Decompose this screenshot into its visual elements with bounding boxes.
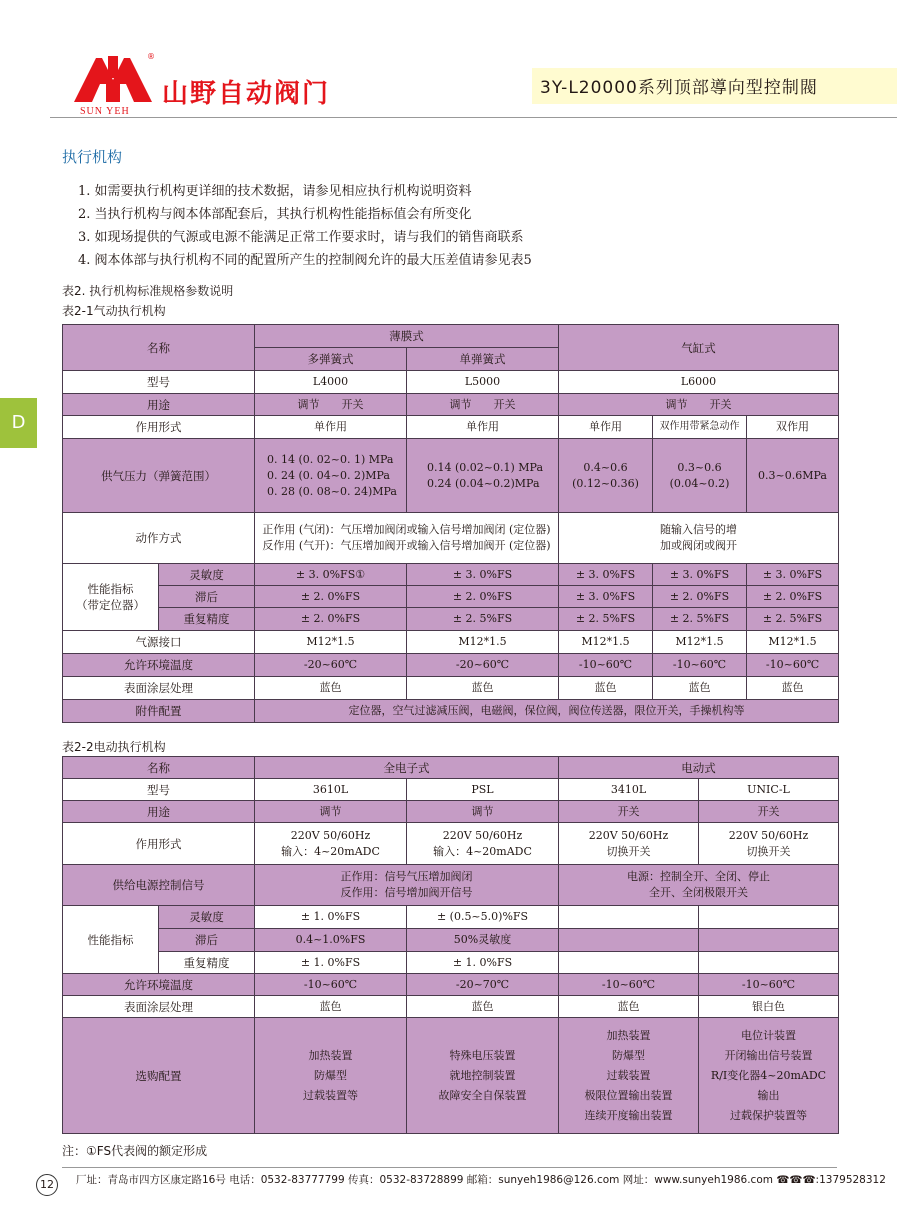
option-line: 故障安全自保装置 [438, 1088, 527, 1102]
footnote: 注：①FS代表阀的额定形成 [62, 1144, 208, 1158]
air-port-cell: M12*1.5 [255, 631, 407, 654]
temp-cell: -10~60℃ [699, 974, 839, 996]
row-label-ambient-temp: 允许环境温度 [63, 974, 255, 996]
supply-line: 0. 28 (0. 08~0. 24)MPa [267, 484, 397, 498]
note-item: 3. 如现场提供的气源或电源不能满足正常工作要求时，请与我们的销售商联系 [78, 230, 524, 245]
option-line: 加热装置 [606, 1028, 651, 1042]
supply-line: (0.04~0.2) [669, 476, 730, 490]
supply-cell [255, 439, 407, 513]
model-cell: 3410L [559, 779, 699, 801]
action-form-cell: 单作用 [407, 416, 559, 439]
row-label-repeatability: 重复精度 [159, 608, 255, 631]
row-label-ambient-temp: 允许环境温度 [63, 654, 255, 677]
empty-cell [699, 952, 839, 974]
use-cell: 调节 开关 [559, 394, 839, 416]
page-title: 3Y-L20000系列顶部導向型控制閥 [540, 78, 818, 98]
sensitivity-cell: ± 3. 0%FS [559, 564, 653, 586]
af-line: 220V 50/60Hz [728, 828, 809, 842]
supply-cell [407, 439, 559, 513]
coating-cell: 银白色 [699, 996, 839, 1018]
hysteresis-cell: ± 2. 0%FS [255, 586, 407, 608]
model-cell: 3610L [255, 779, 407, 801]
option-line: 过载装置等 [303, 1088, 358, 1102]
row-label-performance [63, 564, 159, 631]
use-cell: 调节 开关 [407, 394, 559, 416]
row-label-hysteresis: 滞后 [159, 586, 255, 608]
coating-cell: 蓝色 [559, 996, 699, 1018]
option-line: 连续开度输出装置 [584, 1108, 673, 1122]
electric-actuator-table [62, 756, 839, 1134]
coating-cell: 蓝色 [559, 677, 653, 700]
temp-cell: -10~60℃ [255, 974, 407, 996]
sensitivity-cell: ± (0.5~5.0)%FS [407, 906, 559, 929]
empty-cell [559, 906, 699, 929]
af-line: 220V 50/60Hz [588, 828, 669, 842]
model-cell: L4000 [255, 371, 407, 394]
section-tab: D [0, 398, 37, 448]
action-form-cell [559, 823, 699, 865]
option-line: 过载保护装置等 [730, 1108, 807, 1122]
option-line: 输出 [757, 1088, 780, 1102]
temp-cell: -20~60℃ [255, 654, 407, 677]
temp-cell: -10~60℃ [559, 654, 653, 677]
row-label-action-form: 作用形式 [63, 416, 255, 439]
row-label-options: 选购配置 [63, 1018, 255, 1134]
action-form-cell: 单作用 [255, 416, 407, 439]
power-signal-cell [559, 865, 839, 906]
signal-line: 全开、全闭极限开关 [649, 886, 748, 899]
row-label-supply-pressure: 供气压力（弹簧范围） [63, 439, 255, 513]
model-cell: PSL [407, 779, 559, 801]
supply-cell [653, 439, 747, 513]
model-cell: L5000 [407, 371, 559, 394]
action-form-cell [699, 823, 839, 865]
table2-2-caption: 表2-2电动执行机构 [62, 740, 166, 754]
empty-cell [559, 952, 699, 974]
air-port-cell: M12*1.5 [407, 631, 559, 654]
option-line: R/I变化器4~20mADC [710, 1068, 827, 1082]
row-label-accessories: 附件配置 [63, 700, 255, 723]
note-item: 4. 阀本体部与执行机构不同的配置所产生的控制阀允许的最大压差值请参见表5 [78, 253, 532, 268]
options-cell [699, 1018, 839, 1134]
row-label-coating: 表面涂层处理 [63, 996, 255, 1018]
repeatability-cell: ± 2. 5%FS [559, 608, 653, 631]
hysteresis-cell: ± 2. 0%FS [653, 586, 747, 608]
hysteresis-cell: ± 2. 0%FS [407, 586, 559, 608]
mode-line: 加或阀闭或阀开 [660, 539, 737, 552]
option-line: 电位计装置 [741, 1028, 796, 1042]
af-line: 220V 50/60Hz [290, 828, 371, 842]
header-name: 名称 [63, 757, 255, 779]
air-port-cell: M12*1.5 [653, 631, 747, 654]
use-cell: 开关 [559, 801, 699, 823]
table2-1-caption: 表2-1气动执行机构 [62, 304, 166, 318]
header-multi-spring: 多弹簧式 [255, 348, 407, 371]
supply-line: 0.24 (0.04~0.2)MPa [427, 476, 540, 490]
power-signal-cell [255, 865, 559, 906]
repeatability-cell: ± 2. 5%FS [747, 608, 839, 631]
header-diaphragm: 薄膜式 [255, 325, 559, 348]
coating-cell: 蓝色 [255, 677, 407, 700]
mode-line: 随输入信号的增 [660, 523, 737, 536]
notes-list [78, 180, 532, 272]
header-divider [50, 117, 897, 118]
performance-sub: （带定位器） [76, 598, 145, 612]
brand-name-en: SUN YEH [80, 106, 130, 117]
accessories-cell: 定位器，空气过滤减压阀，电磁阀，保位阀，阀位传送器，限位开关，手操机构等 [255, 700, 839, 723]
registered-mark: ® [147, 52, 155, 61]
action-form-cell [407, 823, 559, 865]
use-cell: 调节 [255, 801, 407, 823]
action-mode-cell [559, 513, 839, 564]
row-label-model: 型号 [63, 371, 255, 394]
mode-line: 正作用 (气闭)：气压增加阀闭或输入信号增加阀闭 (定位器) [262, 523, 551, 536]
options-cell [559, 1018, 699, 1134]
coating-cell: 蓝色 [407, 677, 559, 700]
sensitivity-cell: ± 3. 0%FS① [255, 564, 407, 586]
brand-name: 山野自动阀门 [162, 79, 331, 109]
mode-line: 反作用 (气开)：气压增加阀开或输入信号增加阀开 (定位器) [262, 539, 551, 552]
action-form-cell: 双作用 [747, 416, 839, 439]
sensitivity-cell: ± 3. 0%FS [653, 564, 747, 586]
empty-cell [699, 929, 839, 952]
note-item: 2. 当执行机构与阀本体部配套后，其执行机构性能指标值会有所变化 [78, 207, 472, 222]
action-mode-cell [255, 513, 559, 564]
coating-cell: 蓝色 [747, 677, 839, 700]
options-cell [255, 1018, 407, 1134]
repeatability-cell: ± 2. 0%FS [255, 608, 407, 631]
use-cell: 调节 [407, 801, 559, 823]
air-port-cell: M12*1.5 [747, 631, 839, 654]
row-label-use: 用途 [63, 394, 255, 416]
hysteresis-cell: ± 2. 0%FS [747, 586, 839, 608]
row-label-performance: 性能指标 [63, 906, 159, 974]
coating-cell: 蓝色 [407, 996, 559, 1018]
supply-line: (0.12~0.36) [572, 476, 639, 490]
note-item: 1. 如需要执行机构更详细的技术数据，请参见相应执行机构说明资料 [78, 184, 472, 199]
footer-divider [62, 1167, 837, 1168]
af-line: 切换开关 [746, 844, 791, 858]
section-title: 执行机构 [62, 148, 123, 166]
row-label-action-mode: 动作方式 [63, 513, 255, 564]
temp-cell: -10~60℃ [559, 974, 699, 996]
row-label-action-form: 作用形式 [63, 823, 255, 865]
supply-cell: 0.3~0.6MPa [747, 439, 839, 513]
option-line: 特殊电压装置 [449, 1048, 516, 1062]
row-label-model: 型号 [63, 779, 255, 801]
sensitivity-cell: ± 3. 0%FS [747, 564, 839, 586]
air-port-cell: M12*1.5 [559, 631, 653, 654]
sensitivity-cell: ± 1. 0%FS [255, 906, 407, 929]
model-cell: L6000 [559, 371, 839, 394]
empty-cell [699, 906, 839, 929]
row-label-use: 用途 [63, 801, 255, 823]
header-single-spring: 单弹簧式 [407, 348, 559, 371]
signal-line: 反作用：信号增加阀开信号 [340, 886, 473, 899]
footer-contact: 厂址：青岛市四方区康定路16号 电话：0532-83777799 传真：0532-83728899 邮箱：sunyeh1986@126.com 网址：www.sunyeh1986.com ☎☎☎:13795283​12 [76, 1174, 886, 1186]
af-line: 220V 50/60Hz [442, 828, 523, 842]
sensitivity-cell: ± 3. 0%FS [407, 564, 559, 586]
page-header [0, 0, 897, 118]
table2-caption: 表2. 执行机构标准规格参数说明 [62, 284, 234, 298]
action-form-cell: 双作用带紧急动作 [653, 416, 747, 439]
signal-line: 正作用：信号气压增加阀闭 [340, 870, 473, 883]
action-form-cell: 单作用 [559, 416, 653, 439]
supply-line: 0.3~0.6 [677, 460, 722, 474]
performance-label: 性能指标 [87, 582, 134, 596]
repeatability-cell: ± 1. 0%FS [255, 952, 407, 974]
supply-line: 0. 14 (0. 02~0. 1) MPa [267, 452, 394, 466]
options-cell [407, 1018, 559, 1134]
temp-cell: -10~60℃ [653, 654, 747, 677]
hysteresis-cell: 0.4~1.0%FS [255, 929, 407, 952]
supply-cell [559, 439, 653, 513]
hysteresis-cell: 50%灵敏度 [407, 929, 559, 952]
supply-line: 0.4~0.6 [583, 460, 628, 474]
row-label-sensitivity: 灵敏度 [159, 564, 255, 586]
use-cell: 调节 开关 [255, 394, 407, 416]
use-cell: 开关 [699, 801, 839, 823]
hysteresis-cell: ± 3. 0%FS [559, 586, 653, 608]
option-line: 过载装置 [606, 1068, 651, 1082]
page-number: 12 [36, 1174, 58, 1196]
coating-cell: 蓝色 [255, 996, 407, 1018]
empty-cell [559, 929, 699, 952]
row-label-power-signal: 供给电源控制信号 [63, 865, 255, 906]
header-electronic: 全电子式 [255, 757, 559, 779]
model-cell: UNIC-L [699, 779, 839, 801]
row-label-sensitivity: 灵敏度 [159, 906, 255, 929]
action-form-cell [255, 823, 407, 865]
header-electric: 电动式 [559, 757, 839, 779]
af-line: 输入：4~20mADC [433, 844, 532, 858]
repeatability-cell: ± 1. 0%FS [407, 952, 559, 974]
repeatability-cell: ± 2. 5%FS [407, 608, 559, 631]
supply-line: 0.14 (0.02~0.1) MPa [427, 460, 543, 474]
temp-cell: -10~60℃ [747, 654, 839, 677]
header-name: 名称 [63, 325, 255, 371]
row-label-air-port: 气源接口 [63, 631, 255, 654]
supply-line: 0. 24 (0. 04~0. 2)MPa [267, 468, 390, 482]
temp-cell: -20~60℃ [407, 654, 559, 677]
pneumatic-actuator-table [62, 324, 839, 723]
row-label-coating: 表面涂层处理 [63, 677, 255, 700]
option-line: 防爆型 [612, 1048, 645, 1062]
af-line: 输入：4~20mADC [281, 844, 380, 858]
row-label-hysteresis: 滞后 [159, 929, 255, 952]
af-line: 切换开关 [606, 844, 651, 858]
header-cylinder: 气缸式 [559, 325, 839, 371]
option-line: 防爆型 [314, 1068, 347, 1082]
option-line: 就地控制装置 [449, 1068, 516, 1082]
option-line: 加热装置 [308, 1048, 353, 1062]
row-label-repeatability: 重复精度 [159, 952, 255, 974]
signal-line: 电源：控制全开、全闭、停止 [627, 870, 770, 883]
sun-yeh-logo-icon [72, 52, 154, 106]
option-line: 开闭输出信号装置 [724, 1048, 813, 1062]
repeatability-cell: ± 2. 5%FS [653, 608, 747, 631]
temp-cell: -20~70℃ [407, 974, 559, 996]
option-line: 极限位置输出装置 [584, 1088, 673, 1102]
coating-cell: 蓝色 [653, 677, 747, 700]
